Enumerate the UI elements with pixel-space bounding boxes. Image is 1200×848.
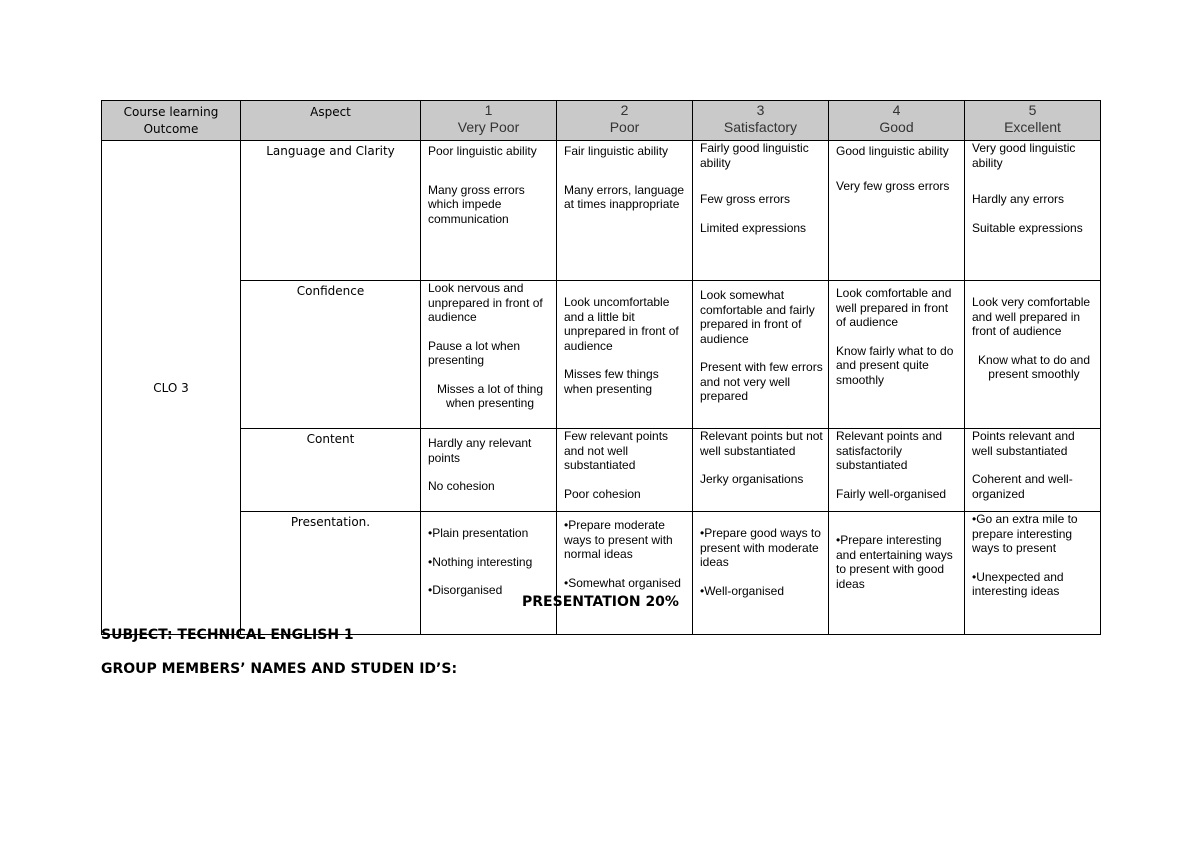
level-name: Poor xyxy=(609,119,640,135)
criteria-text: Know fairly what to do and present quite smoothly xyxy=(836,343,954,387)
level-name: Satisfactory xyxy=(723,119,798,135)
criteria-text: Fairly good linguistic ability xyxy=(700,141,809,170)
level-number: 2 xyxy=(620,102,629,118)
aspect-cell: Confidence xyxy=(241,281,421,429)
header-level-3 xyxy=(693,101,829,141)
criteria-text: Points relevant and well substantiated xyxy=(972,429,1075,458)
criteria-cell xyxy=(557,512,693,635)
criteria-text: Misses a lot of thing when presenting xyxy=(436,381,544,410)
criteria-text: Poor cohesion xyxy=(564,486,641,501)
level-name: Very Poor xyxy=(457,119,520,135)
header-level-1 xyxy=(421,101,557,141)
clo-label: CLO 3 xyxy=(153,380,189,395)
criteria-cell xyxy=(965,141,1101,281)
rubric-row-presentation xyxy=(102,512,1101,635)
presentation-title: PRESENTATION 20% xyxy=(522,594,679,610)
criteria-text: Relevant points but not well substantiated xyxy=(700,429,823,458)
criteria-text: Look very comfortable and well prepared in front of audience xyxy=(972,295,1091,338)
level-number: 4 xyxy=(892,102,901,118)
criteria-text: Many errors, language at times inappropriate xyxy=(564,182,685,211)
aspect-cell: Language and Clarity xyxy=(241,141,421,281)
criteria-cell xyxy=(693,429,829,512)
rubric-row-content xyxy=(102,429,1101,512)
criteria-text: Coherent and well-organized xyxy=(972,472,1073,501)
criteria-text: •Prepare good ways to present with moderate ideas xyxy=(700,526,821,569)
subject-line: SUBJECT: TECHNICAL ENGLISH 1 xyxy=(101,627,354,643)
aspect-cell: Presentation. xyxy=(241,512,421,635)
criteria-text: Many gross errors which impede communication xyxy=(428,182,525,226)
header-row xyxy=(102,101,1101,141)
group-members-line: GROUP MEMBERS’ NAMES AND STUDEN ID’S: xyxy=(101,661,458,677)
criteria-text: Suitable expressions xyxy=(972,220,1083,235)
level-name: Excellent xyxy=(1004,119,1061,135)
criteria-cell xyxy=(965,429,1101,512)
criteria-text: Look comfortable and well prepared in front of audience xyxy=(836,286,952,329)
criteria-cell xyxy=(693,512,829,635)
header-clo xyxy=(102,101,241,141)
criteria-cell xyxy=(557,141,693,281)
criteria-text: •Prepare moderate ways to present with normal ideas xyxy=(564,518,673,561)
criteria-cell xyxy=(829,281,965,429)
level-number: 3 xyxy=(756,102,765,118)
aspect-cell: Content xyxy=(241,429,421,512)
criteria-text: •Plain presentation xyxy=(428,526,529,540)
criteria-cell xyxy=(829,429,965,512)
criteria-cell xyxy=(693,281,829,429)
criteria-cell xyxy=(965,512,1101,635)
rubric-row-confidence xyxy=(102,281,1101,429)
criteria-text: Look somewhat comfortable and fairly prepared in front of audience xyxy=(700,288,815,346)
criteria-text: •Go an extra mile to prepare interesting ways to present xyxy=(972,512,1078,555)
criteria-cell xyxy=(421,281,557,429)
criteria-text: Few relevant points and not well substantiated xyxy=(564,429,669,472)
criteria-text: •Nothing interesting xyxy=(428,554,533,569)
level-name: Good xyxy=(879,119,914,135)
header-level-5 xyxy=(965,101,1101,141)
criteria-cell xyxy=(829,512,965,635)
header-aspect xyxy=(241,101,421,141)
rubric-row-language xyxy=(102,141,1101,281)
criteria-text: Fairly well-organised xyxy=(836,486,947,501)
header-level-2 xyxy=(557,101,693,141)
criteria-text: No cohesion xyxy=(428,479,495,493)
criteria-text: Relevant points and satisfactorily substantiated xyxy=(836,429,943,472)
criteria-text: •Unexpected and interesting ideas xyxy=(972,569,1064,598)
criteria-text: Know what to do and present smoothly xyxy=(977,352,1091,381)
criteria-text: Present with few errors and not very well prepared xyxy=(700,360,823,403)
criteria-text: •Well-organised xyxy=(700,583,785,598)
criteria-text: Very few gross errors xyxy=(836,178,950,193)
criteria-cell xyxy=(965,281,1101,429)
criteria-text: Hardly any relevant points xyxy=(428,436,532,465)
criteria-text: Very good linguistic ability xyxy=(972,141,1076,170)
criteria-cell xyxy=(421,141,557,281)
criteria-text: •Prepare interesting and entertaining ways to present with good ideas xyxy=(836,533,953,591)
criteria-text: Misses few things when presenting xyxy=(564,367,659,396)
criteria-text: Poor linguistic ability xyxy=(428,144,537,158)
criteria-text: Few gross errors xyxy=(700,192,791,206)
criteria-cell xyxy=(421,429,557,512)
criteria-cell xyxy=(829,141,965,281)
criteria-cell xyxy=(557,429,693,512)
criteria-cell xyxy=(557,281,693,429)
clo-cell xyxy=(102,141,241,635)
criteria-text: Pause a lot when presenting xyxy=(428,338,521,367)
level-number: 5 xyxy=(1028,102,1037,118)
criteria-text: Good linguistic ability xyxy=(836,144,949,158)
criteria-text: •Somewhat organised xyxy=(564,575,681,590)
criteria-text: Hardly any errors xyxy=(972,192,1065,206)
criteria-text: Look nervous and unprepared in front of audience xyxy=(428,281,543,324)
criteria-text: Jerky organisations xyxy=(700,472,804,486)
criteria-text: Limited expressions xyxy=(700,220,807,235)
level-number: 1 xyxy=(484,102,493,118)
header-level-4 xyxy=(829,101,965,141)
criteria-text: Look uncomfortable and a little bit unprepared in front of audience xyxy=(564,295,679,353)
rubric-table xyxy=(101,100,1101,635)
criteria-text: •Disorganised xyxy=(428,583,503,597)
criteria-cell xyxy=(693,141,829,281)
header-aspect-label: Aspect xyxy=(310,105,351,119)
criteria-cell xyxy=(421,512,557,635)
criteria-text: Fair linguistic ability xyxy=(564,144,669,158)
header-clo-label: Course learning Outcome xyxy=(123,105,219,136)
